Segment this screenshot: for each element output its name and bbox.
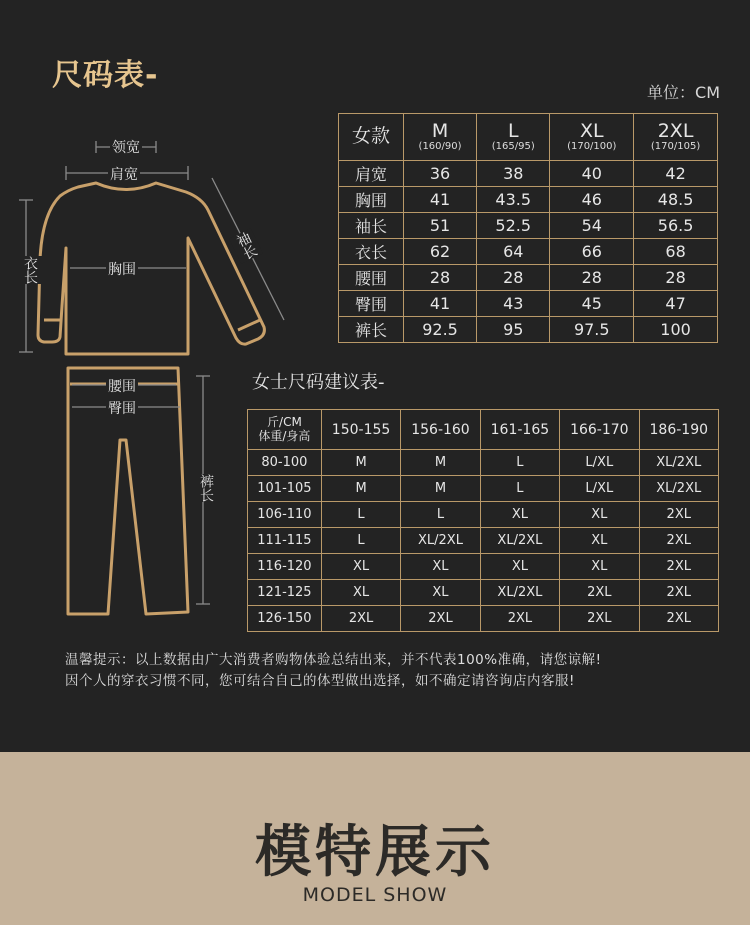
table-row	[339, 239, 718, 265]
label-chest: 胸围	[106, 259, 138, 279]
cell: 36	[403, 161, 476, 187]
cell: XL	[401, 580, 480, 606]
cell: 48.5	[634, 187, 718, 213]
cell: 42	[634, 161, 718, 187]
cell: 2XL	[321, 606, 400, 632]
table-row	[248, 554, 719, 580]
cell: 2XL	[480, 606, 559, 632]
cell: XL	[560, 528, 639, 554]
table-row	[339, 161, 718, 187]
table-row	[339, 317, 718, 343]
height-column-header: 166-170	[560, 410, 639, 450]
recommend-title: 女士尺码建议表-	[252, 372, 385, 393]
cell: M	[321, 476, 400, 502]
cell: 56.5	[634, 213, 718, 239]
height-column-header: 186-190	[639, 410, 718, 450]
cell: 64	[477, 239, 550, 265]
table-row	[248, 528, 719, 554]
row-label: 肩宽	[339, 161, 404, 187]
size-column-header: XL (170/100)	[550, 114, 634, 161]
tips-line-2: 因个人的穿衣习惯不同，您可结合自己的体型做出选择，如不确定请咨询店内客服!	[65, 673, 575, 689]
cell: XL	[321, 580, 400, 606]
cell: 43.5	[477, 187, 550, 213]
row-label: 袖长	[339, 213, 404, 239]
table-row	[248, 580, 719, 606]
row-label: 111-115	[248, 528, 322, 554]
cell: XL	[401, 554, 480, 580]
cell: L/XL	[560, 476, 639, 502]
cell: 92.5	[403, 317, 476, 343]
row-label: 臀围	[339, 291, 404, 317]
cell: 66	[550, 239, 634, 265]
label-shoulder-width: 肩宽	[108, 164, 140, 184]
cell: XL	[321, 554, 400, 580]
cell: 28	[403, 265, 476, 291]
row-label: 106-110	[248, 502, 322, 528]
label-hip: 臀围	[106, 398, 138, 418]
unit-label: 单位：CM	[647, 83, 720, 102]
cell: XL	[480, 502, 559, 528]
row-label: 80-100	[248, 450, 322, 476]
cell: XL/2XL	[480, 528, 559, 554]
size-table-corner: 女款	[339, 114, 404, 161]
cell: XL	[560, 502, 639, 528]
cell: 41	[403, 291, 476, 317]
table-row	[248, 606, 719, 632]
cell: 2XL	[560, 606, 639, 632]
row-label: 衣长	[339, 239, 404, 265]
cell: 45	[550, 291, 634, 317]
cell: 54	[550, 213, 634, 239]
label-pants-length: 裤长	[194, 474, 218, 502]
cell: M	[401, 476, 480, 502]
cell: M	[401, 450, 480, 476]
cell: 52.5	[477, 213, 550, 239]
cell: 100	[634, 317, 718, 343]
height-column-header: 150-155	[321, 410, 400, 450]
cell: L	[480, 476, 559, 502]
height-column-header: 161-165	[480, 410, 559, 450]
recommend-table	[247, 409, 719, 632]
cell: 2XL	[639, 580, 718, 606]
model-show-subtitle: MODEL SHOW	[302, 884, 448, 906]
cell: 2XL	[639, 554, 718, 580]
size-table-header	[339, 114, 718, 161]
size-table	[338, 113, 718, 343]
row-label: 腰围	[339, 265, 404, 291]
model-show-title: 模特展示	[255, 820, 495, 885]
size-column-header: 2XL (170/105)	[634, 114, 718, 161]
tips-line-1: 温馨提示：以上数据由广大消费者购物体验总结出来，并不代表100%准确，请您谅解!	[65, 652, 602, 668]
cell: XL/2XL	[639, 476, 718, 502]
table-row	[339, 265, 718, 291]
row-label: 裤长	[339, 317, 404, 343]
cell: 43	[477, 291, 550, 317]
table-row	[248, 502, 719, 528]
recommend-table-header	[248, 410, 719, 450]
cell: L	[321, 528, 400, 554]
recommend-table-corner: 斤/CM 体重/身高	[248, 410, 322, 450]
size-column-header: M (160/90)	[403, 114, 476, 161]
cell: 68	[634, 239, 718, 265]
cell: 2XL	[401, 606, 480, 632]
page-title: 尺码表-	[52, 58, 159, 93]
cell: 28	[477, 265, 550, 291]
label-waist: 腰围	[106, 376, 138, 396]
cell: L	[401, 502, 480, 528]
cell: 38	[477, 161, 550, 187]
cell: 2XL	[639, 502, 718, 528]
label-sleeve-length: 袖长	[229, 228, 263, 264]
cell: 2XL	[639, 606, 718, 632]
tips-text	[65, 650, 725, 692]
cell: 47	[634, 291, 718, 317]
table-row	[339, 291, 718, 317]
row-label: 126-150	[248, 606, 322, 632]
cell: L/XL	[560, 450, 639, 476]
cell: XL/2XL	[639, 450, 718, 476]
size-column-header: L (165/95)	[477, 114, 550, 161]
row-label: 121-125	[248, 580, 322, 606]
cell: XL	[560, 554, 639, 580]
cell: M	[321, 450, 400, 476]
cell: L	[321, 502, 400, 528]
cell: 40	[550, 161, 634, 187]
cell: XL	[480, 554, 559, 580]
row-label: 116-120	[248, 554, 322, 580]
row-label: 胸围	[339, 187, 404, 213]
cell: XL/2XL	[401, 528, 480, 554]
row-label: 101-105	[248, 476, 322, 502]
cell: XL/2XL	[480, 580, 559, 606]
cell: 95	[477, 317, 550, 343]
label-top-length: 衣长	[18, 256, 42, 284]
cell: 51	[403, 213, 476, 239]
height-column-header: 156-160	[401, 410, 480, 450]
cell: 46	[550, 187, 634, 213]
cell: 28	[550, 265, 634, 291]
cell: 41	[403, 187, 476, 213]
label-collar-width: 领宽	[110, 137, 142, 157]
cell: 62	[403, 239, 476, 265]
cell: 2XL	[560, 580, 639, 606]
table-row	[248, 476, 719, 502]
table-row	[339, 213, 718, 239]
cell: 2XL	[639, 528, 718, 554]
cell: 97.5	[550, 317, 634, 343]
cell: 28	[634, 265, 718, 291]
table-row	[339, 187, 718, 213]
cell: L	[480, 450, 559, 476]
table-row	[248, 450, 719, 476]
